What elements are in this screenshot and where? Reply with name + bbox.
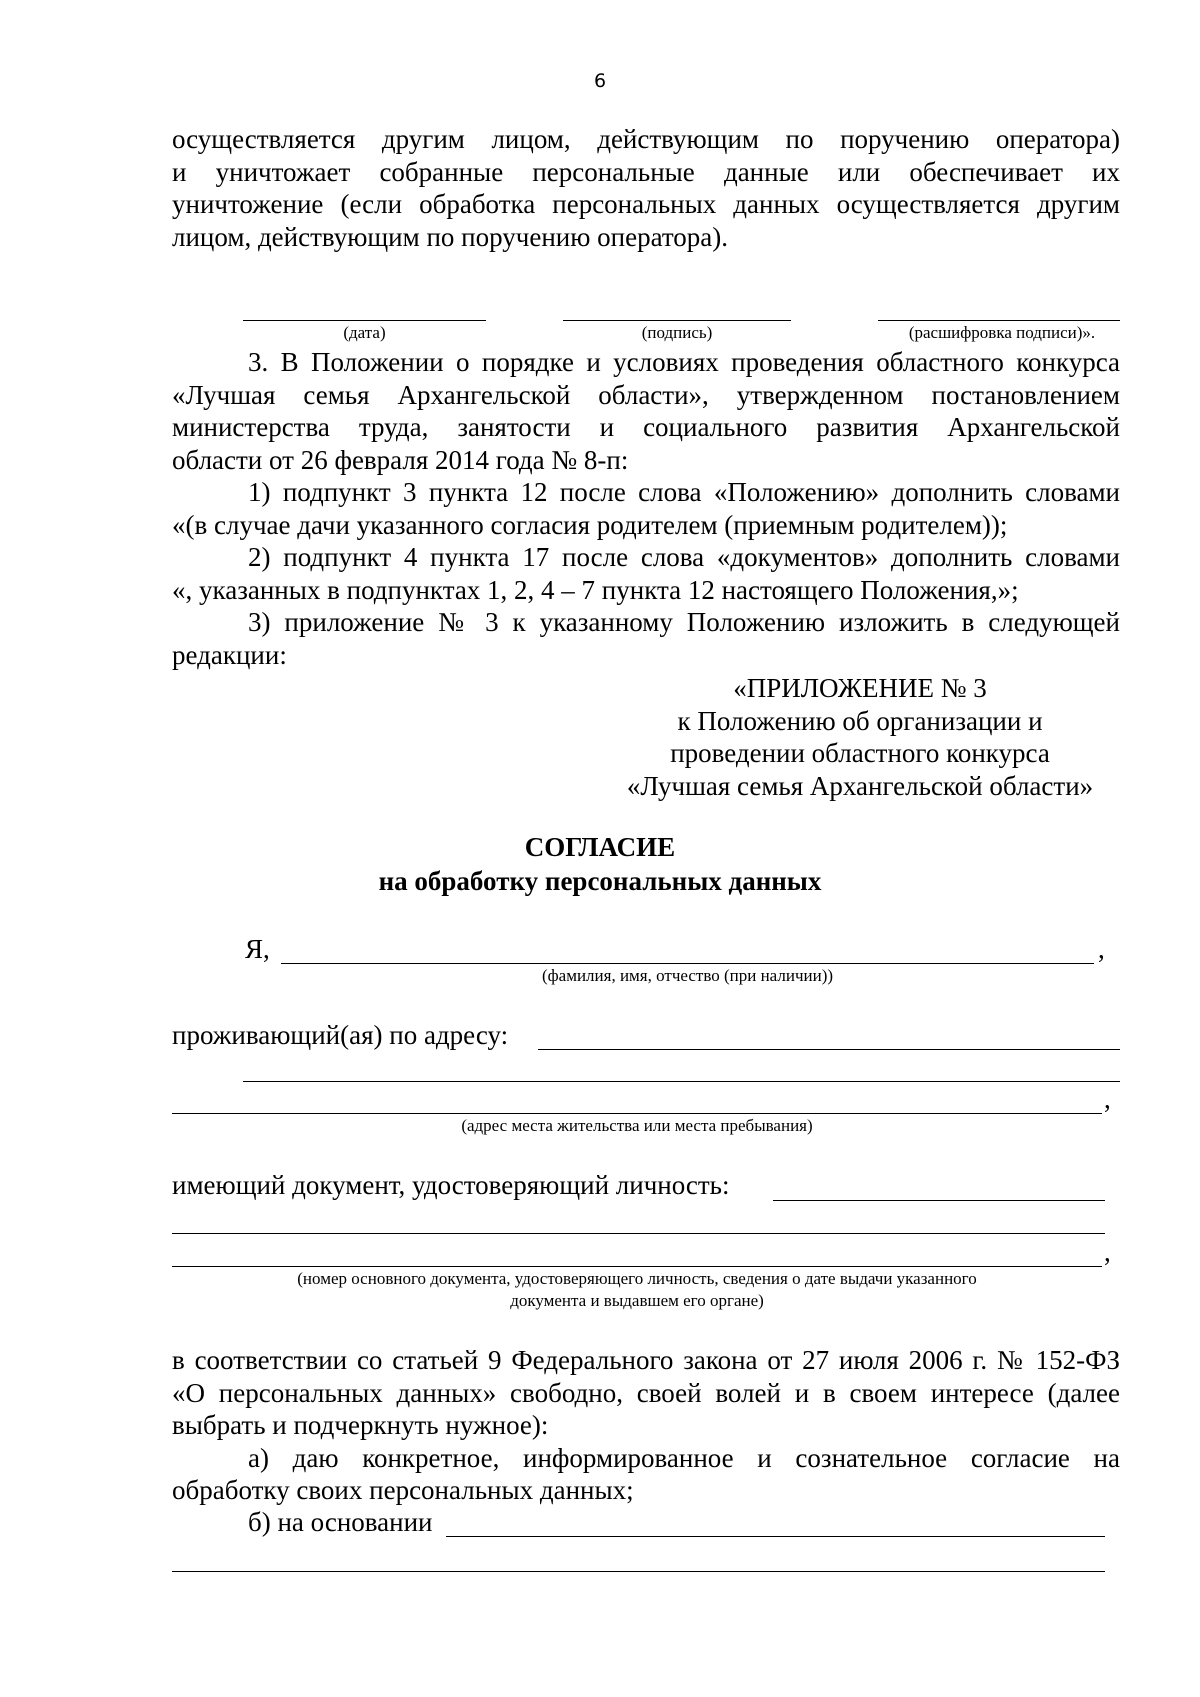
page-number: 6 — [593, 70, 607, 92]
id-caption-line-2: документа и выдавшем его органе) — [510, 1291, 764, 1310]
text-line: «Лучшая семья Архангельской области», утвержденном постановлением — [172, 379, 1120, 410]
appendix-line: «ПРИЛОЖЕНИЕ № 3 — [733, 673, 987, 703]
date-line — [243, 320, 486, 321]
comma: , — [1104, 1084, 1111, 1114]
id-caption-line-1: (номер основного документа, удостоверяющего личность, сведения о дате выдачи указанного — [297, 1269, 977, 1288]
text-line: в соответствии со статьей 9 Федерального закона от 27 июля 2006 г. № 152-ФЗ — [172, 1345, 1120, 1375]
appendix-line: проведении областного конкурса — [670, 738, 1050, 768]
comma: , — [1104, 1237, 1111, 1267]
intro-paragraph — [172, 123, 1120, 253]
id-document-label: имеющий документ, удостоверяющий личность: — [172, 1170, 730, 1200]
subitem-1-line: 1) подпункт 3 пункта 12 после слова «Положению» дополнить словами — [248, 477, 1120, 507]
appendix-line: к Положению об организации и — [677, 705, 1043, 736]
option-b-label: б) на основании — [248, 1507, 433, 1537]
address-caption: (адрес места жительства или места пребывания) — [461, 1116, 813, 1135]
appendix-header — [600, 672, 1120, 802]
text-line: области от 26 февраля 2014 года № 8-п: — [172, 444, 629, 475]
comma: , — [1098, 934, 1105, 964]
option-a-line: а) даю конкретное, информированное и сознательное согласие на — [248, 1442, 1120, 1473]
id-field-line-2[interactable] — [172, 1233, 1105, 1234]
fio-field-line[interactable] — [281, 963, 1094, 964]
date-caption: (дата) — [343, 323, 386, 342]
address-field-line-1[interactable] — [538, 1049, 1120, 1050]
subitem-2-line: 2) подпункт 4 пункта 17 после слова «документов» дополнить словами — [248, 542, 1120, 572]
option-a-line: обработку своих персональных данных; — [172, 1475, 634, 1505]
consent-subtitle: на обработку персональных данных — [378, 866, 822, 896]
address-field-line-2[interactable] — [243, 1081, 1120, 1082]
i-label: Я, — [245, 934, 270, 964]
decryption-caption: (расшифровка подписи)». — [908, 323, 1096, 342]
id-field-line-1[interactable] — [773, 1200, 1105, 1201]
text-line: министерства труда, занятости и социального развития Архангельской — [172, 412, 1120, 442]
option-b-field-line-1[interactable] — [446, 1536, 1105, 1537]
text-line: уничтожение (если обработка персональных данных осуществляется другим — [172, 189, 1120, 219]
subitem-1-line: «(в случае дачи указанного согласия родителем (приемным родителем)); — [172, 509, 1008, 540]
subitem-3-line: 3) приложение № 3 к указанному Положению изложить в следующей — [248, 607, 1120, 637]
fio-caption: (фамилия, имя, отчество (при наличии)) — [541, 966, 834, 985]
address-label: проживающий(ая) по адресу: — [172, 1020, 509, 1050]
law-paragraph — [172, 1344, 1120, 1507]
subitem-2-line: «, указанных в подпунктах 1, 2, 4 – 7 пункта 12 настоящего Положения,»; — [172, 574, 1019, 605]
subitem-3-line: редакции: — [172, 639, 287, 670]
text-line: 3. В Положении о порядке и условиях проведения областного конкурса — [248, 347, 1120, 377]
text-line: и уничтожает собранные персональные данные или обеспечивает их — [172, 156, 1120, 187]
item-3 — [172, 346, 1120, 671]
signature-caption: (подпись) — [641, 323, 713, 342]
decryption-line — [878, 320, 1120, 321]
text-line: осуществляется другим лицом, действующим по поручению оператора) — [172, 124, 1120, 154]
address-field-line-3[interactable] — [172, 1113, 1102, 1114]
signature-line — [563, 320, 791, 321]
appendix-line: «Лучшая семья Архангельской области» — [626, 770, 1094, 801]
text-line: «О персональных данных» свободно, своей волей и в своем интересе (далее — [172, 1377, 1120, 1408]
option-b-field-line-2[interactable] — [172, 1571, 1105, 1572]
consent-title: СОГЛАСИЕ — [524, 832, 676, 862]
text-line: лицом, действующим по поручению оператора). — [172, 221, 729, 252]
text-line: выбрать и подчеркнуть нужное): — [172, 1410, 549, 1440]
id-field-line-3[interactable] — [172, 1266, 1102, 1267]
